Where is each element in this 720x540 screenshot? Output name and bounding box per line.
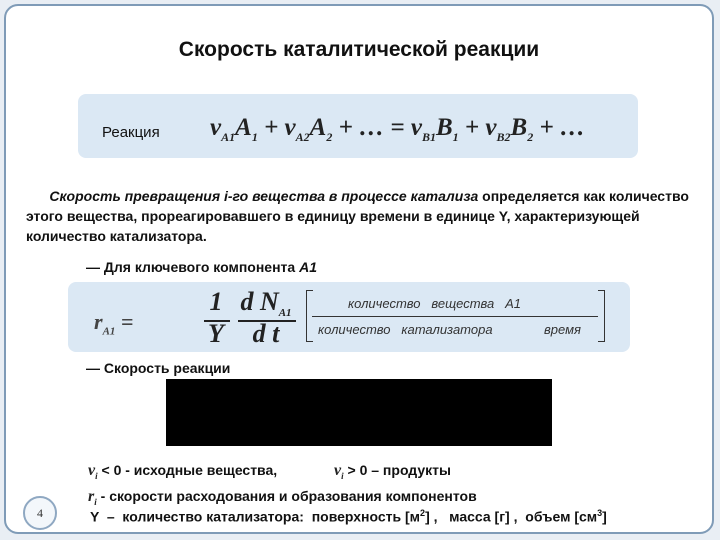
key-dash: — — [86, 259, 100, 275]
rate-dash: — — [86, 360, 100, 376]
key-component: А1 — [299, 259, 317, 275]
reaction-rate-line — [86, 360, 230, 376]
nu-positive-note — [334, 462, 451, 481]
definition-italic: Скорость превращения i-го вещества в процессе катализа — [49, 188, 479, 204]
definition-paragraph — [26, 186, 694, 246]
definition-rest: определяется как количество этого вещества, прореагировавшего в единицу времени в единице Y, характеризующей количество катализатора. — [26, 188, 689, 244]
units-denominator-1: количество катализатора — [318, 322, 493, 337]
r-note — [88, 488, 477, 507]
nu-negative-note — [88, 462, 277, 481]
reaction-equation: $\nu_{A1}A_1 + \nu_{A2}A_2$ + … = $\nu_{B1}B_1 + \nu_{B2}B_2$ + … — [210, 114, 585, 144]
slide — [4, 4, 714, 534]
y-note: Y – количество катализатора: поверхность $[м^2]$ , масса [г] , объем $[см^3]$ — [90, 508, 607, 525]
nu-positive-text: > 0 – продукты — [343, 462, 451, 478]
frac1-num: 1 — [209, 287, 223, 316]
units-numerator: количество вещества А1 — [348, 296, 522, 311]
redacted-formula-image — [166, 379, 552, 446]
nu-symbol: $\nu_i$ — [88, 462, 98, 482]
frac2-num-sub: A1 — [278, 307, 292, 320]
units-line — [312, 316, 598, 317]
nu-symbol-2: $\nu_i$ — [334, 462, 344, 482]
frac2-num-text: d N — [240, 287, 279, 316]
units-denominator-2: время — [544, 322, 581, 337]
reaction-label: Реакция — [102, 124, 160, 141]
nu-negative-text: < 0 - исходные вещества, — [97, 462, 278, 478]
reaction-box — [78, 94, 638, 158]
rate-lhs — [94, 309, 133, 337]
frac1-den: Y — [208, 319, 224, 348]
r-symbol: $r_i$ — [88, 488, 97, 508]
rate-sub: A1 — [102, 325, 116, 338]
rate-var: r — [94, 309, 103, 334]
rate-eq-sign: = — [120, 309, 134, 334]
rate-text: Скорость реакции — [103, 360, 231, 376]
frac2-den: d t — [252, 319, 280, 348]
r-text: - скорости расходования и образования компонентов — [96, 488, 477, 504]
bracket-right — [598, 290, 605, 342]
key-component-line — [86, 259, 317, 275]
page-number: 4 — [23, 496, 57, 530]
page-title: Скорость каталитической реакции — [178, 38, 540, 61]
frac2-num — [234, 287, 298, 319]
rate-formula-box — [68, 282, 630, 352]
key-text: Для ключевого компонента — [103, 259, 300, 275]
